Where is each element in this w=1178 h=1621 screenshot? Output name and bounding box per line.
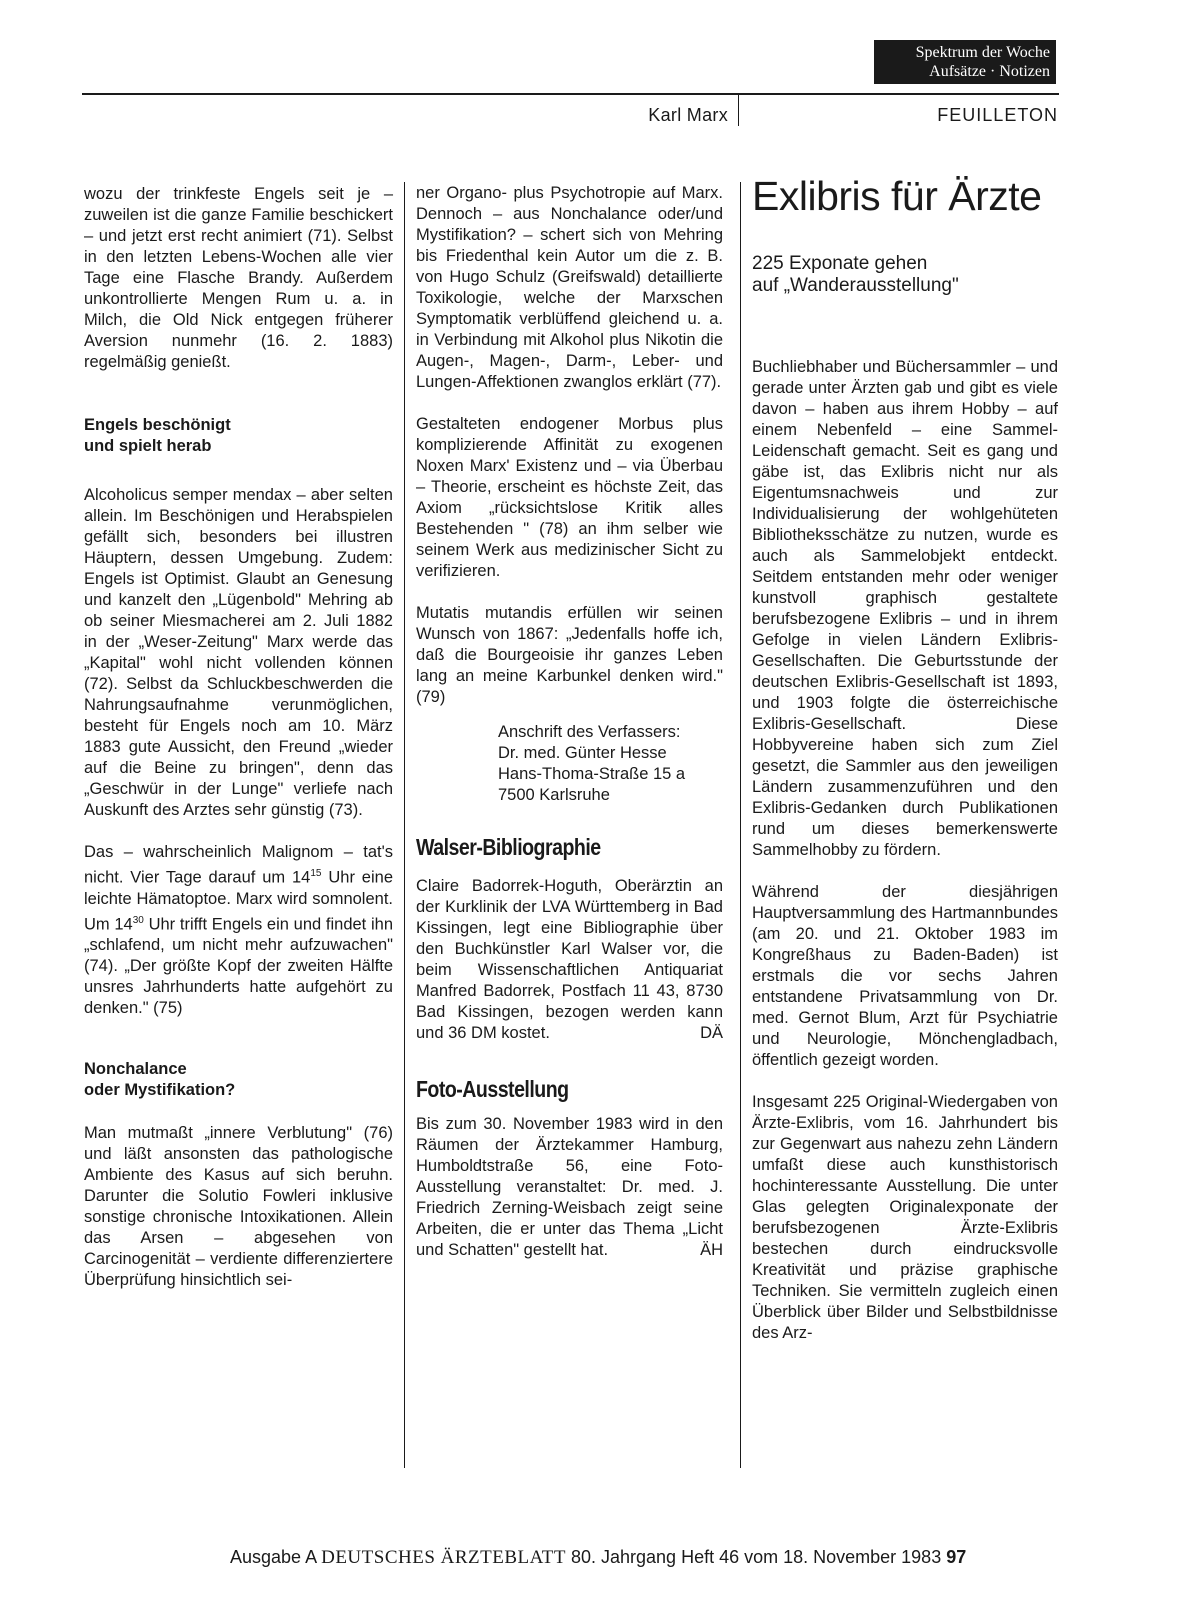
badge-line-1: Spektrum der Woche (915, 44, 1050, 61)
paragraph: Während der diesjährigen Hauptversammlung des Hartmannbundes (am 20. und 21. Oktober 1983 im Kongreßhaus zu Baden-Baden) ist erstmals die vor sechs Jahren entstandene Privatsammlung von Dr. med. Gernot Blum, Arzt für Psychiatrie und Neurologie, Mönchengladbach, öffentlich gezeigt worden. (752, 883, 1058, 1069)
footer-edition: Ausgabe A (230, 1547, 317, 1567)
footer-issue: 80. Jahrgang Heft 46 vom 18. November 1983 (570, 1547, 942, 1567)
paragraph: Gestalteten endogener Morbus plus komplizierende Affinität zu exogenen Noxen Marx' Existenz und – via Überbau – Theorie, erscheint es höchste Zeit, das Axiom „rücksichtslose Kritik alles Bestehenden " (78) an ihm selber wie seinem Werk aus medizinischer Sicht zu verifizieren. (416, 415, 723, 580)
column-1 (84, 184, 393, 1291)
paragraph: Buchliebhaber und Büchersammler – und gerade unter Ärzten gab und gibt es viele davon – haben aus ihrem Hobby – auf einem Nebenfeld – eine Sammel-Leidenschaft gemacht. Seit es gang und gäbe ist, das Exlibris nicht nur als Eigentumsnachweis und zur Individualisierung der wohlgehüteten Bibliotheksschätze zu nutzen, wurde es auch als Sammelobjekt entdeckt. Seitdem entstanden mehr oder weniger kunstvoll graphisch gestaltete berufsbezogene Exlibris – und in ihrem Gefolge in vielen Ländern Exlibris-Gesellschaften. Die Geburtsstunde der deutschen Exlibris-Gesellschaft ist 1893, und 1903 folgte die österreichische Exlibris-Gesellschaft. Diese Hobbyvereine haben sich zum Ziel gesetzt, die Sammler aus den jeweiligen Ländern zusammenzuführen und den Exlibris-Gedanken durch Publikationen rund um dieses bemerkenswerte Sammelhobby zu fördern. (752, 358, 1058, 859)
section-badge (874, 40, 1056, 84)
signature: ÄH (700, 1241, 723, 1259)
running-head-left: Karl Marx (648, 105, 728, 125)
header-rule (82, 93, 1059, 95)
paragraph: Alcoholicus semper mendax – aber selten allein. Im Beschönigen und Herabspielen gefällt sich, besonders bei illustren Häuptern, dessen Umgebung. Zudem: Engels ist Optimist. Glaubt an Genesung und kanzelt den „Lügenbold" Mehring ab ob seiner Miesmacherei am 2. Juli 1882 in der „Weser-Zeitung" Marx werde das „Kapital" wohl nicht vollenden können (72). Selbst da Schluckbeschwerden die Nahrungsaufnahme verunmöglichen, besteht für Engels noch am 10. März 1883 gute Aussicht, den Freund „wieder auf die Beine zu bringen", denn das „Geschwür in der Lunge" verliefe nach Auskunft des Arztes sehr günstig (73). (84, 486, 393, 819)
header-divider (738, 93, 739, 126)
column-3 (752, 171, 1058, 1344)
subheading-line: Nonchalance (84, 1060, 187, 1078)
author-address: Anschrift des Verfassers: Dr. med. Günter Hesse Hans-Thoma-Straße 15 a 7500 Karlsruhe (498, 723, 686, 804)
column-2 (416, 183, 723, 1261)
subheading-line: und spielt herab (84, 437, 212, 455)
running-head-right: FEUILLETON (937, 105, 1058, 125)
paragraph: ner Organo- plus Psychotropie auf Marx. Dennoch – aus Nonchalance oder/und Mystifikation? – schert sich von Mehring bis Friedenthal kein Autor um die z. B. von Hugo Schulz (Greifswald) detaillierte Toxikologie, welche der Marxschen Symptomatik verblüffend gleichend u. a. in Verbindung mit Alkohol plus Nikotin die Augen-, Magen-, Darm-, Leber- und Lungen-Affektionen zwanglos erklärt (77). (416, 184, 723, 391)
footer-publication: DEUTSCHES ÄRZTEBLATT (321, 1547, 566, 1568)
paragraph: wozu der trinkfeste Engels seit je – zuweilen ist die ganze Familie beschickert – und jetzt erst recht animiert (71). Selbst in den letzten Lebens-Wochen alle vier Tage eine Flasche Brandy. Außerdem unkontrollierte Mengen Rum u. a. in Milch, die Old Nick entgegen früherer Aversion nunmehr (16. 2. 1883) regelmäßig genießt. (84, 185, 393, 371)
paragraph: Bis zum 30. November 1983 wird in den Räumen der Ärztekammer Hamburg, Humboldtstraße 56, eine Foto-Ausstellung veranstaltet: Dr. med. J. Friedrich Zerning-Weisbach zeigt seine Arbeiten, die er unter das Thema „Licht und Schatten" gestellt hat. ÄH (416, 1115, 723, 1259)
page-footer (230, 1547, 1060, 1569)
paragraph: Insgesamt 225 Original-Wiedergaben von Ärzte-Exlibris, vom 16. Jahrhundert bis zur Gegenwart aus nahezu zehn Ländern umfaßt diese auch kunsthistorisch hochinteressante Ausstellung. Die unter Glas gelegten Originalexponate der berufsbezogenen Ärzte-Exlibris bestechen durch eindrucksvolle Kreativität und präzise graphische Techniken. Sie vermitteln zugleich einen Überblick über Bilder und Selbstbildnisse des Arz- (752, 1093, 1058, 1342)
section-title: Walser-Bibliographie (416, 834, 601, 860)
column-rule-1 (404, 182, 405, 1468)
badge-line-2: Aufsätze · Notizen (929, 63, 1050, 80)
article-intro: 225 Exponate gehen auf „Wanderausstellung" (752, 253, 959, 296)
column-rule-2 (740, 182, 741, 1468)
paragraph: Claire Badorrek-Hoguth, Oberärztin an der Kurklinik der LVA Württemberg in Bad Kissingen, legt eine Bibliographie über den Buchkünstler Karl Walser vor, die beim Wissenschaftlichen Antiquariat Manfred Badorrek, Postfach 11 43, 8730 Bad Kissingen, bezogen werden kann und 36 DM kostet. DÄ (416, 877, 723, 1042)
paragraph: Man mutmaßt „innere Verblutung" (76) und läßt ansonsten das pathologische Ambiente des Kasus auf sich beruhn. Darunter die Solutio Fowleri inklusive sonstige chronische Intoxikationen. Allein das Arsen – abgesehen von Carcinogenität – verdiente differenziertere Überprüfung hinsichtlich sei- (84, 1124, 393, 1289)
page-number: 97 (946, 1547, 967, 1567)
paragraph: Mutatis mutandis erfüllen wir seinen Wunsch von 1867: „Jedenfalls hoffe ich, daß die Bourgeoisie ihr ganzes Leben lang an meine Karbunkel denken wird." (79) (416, 604, 723, 706)
paragraph: Das – wahrscheinlich Malignom – tat's nicht. Vier Tage darauf um $14^{15}$ Uhr eine leichte Hämatoptoe. Marx wird somnolent. Um $14^{30}$ Uhr trifft Engels ein und findet ihn „schlafend, um nicht mehr aufzuwachen" (74). „Der größte Kopf der zweiten Hälfte unsres Jahrhunderts hatte aufgehört zu denken." (75) (84, 843, 393, 1017)
article-title: Exlibris für Ärzte (752, 173, 1042, 219)
subheading (84, 415, 393, 457)
subheading (84, 1059, 393, 1101)
section-title: Foto-Ausstellung (416, 1076, 569, 1102)
subheading-line: oder Mystifikation? (84, 1081, 236, 1099)
subheading-line: Engels beschönigt (84, 416, 231, 434)
signature: DÄ (700, 1024, 723, 1042)
